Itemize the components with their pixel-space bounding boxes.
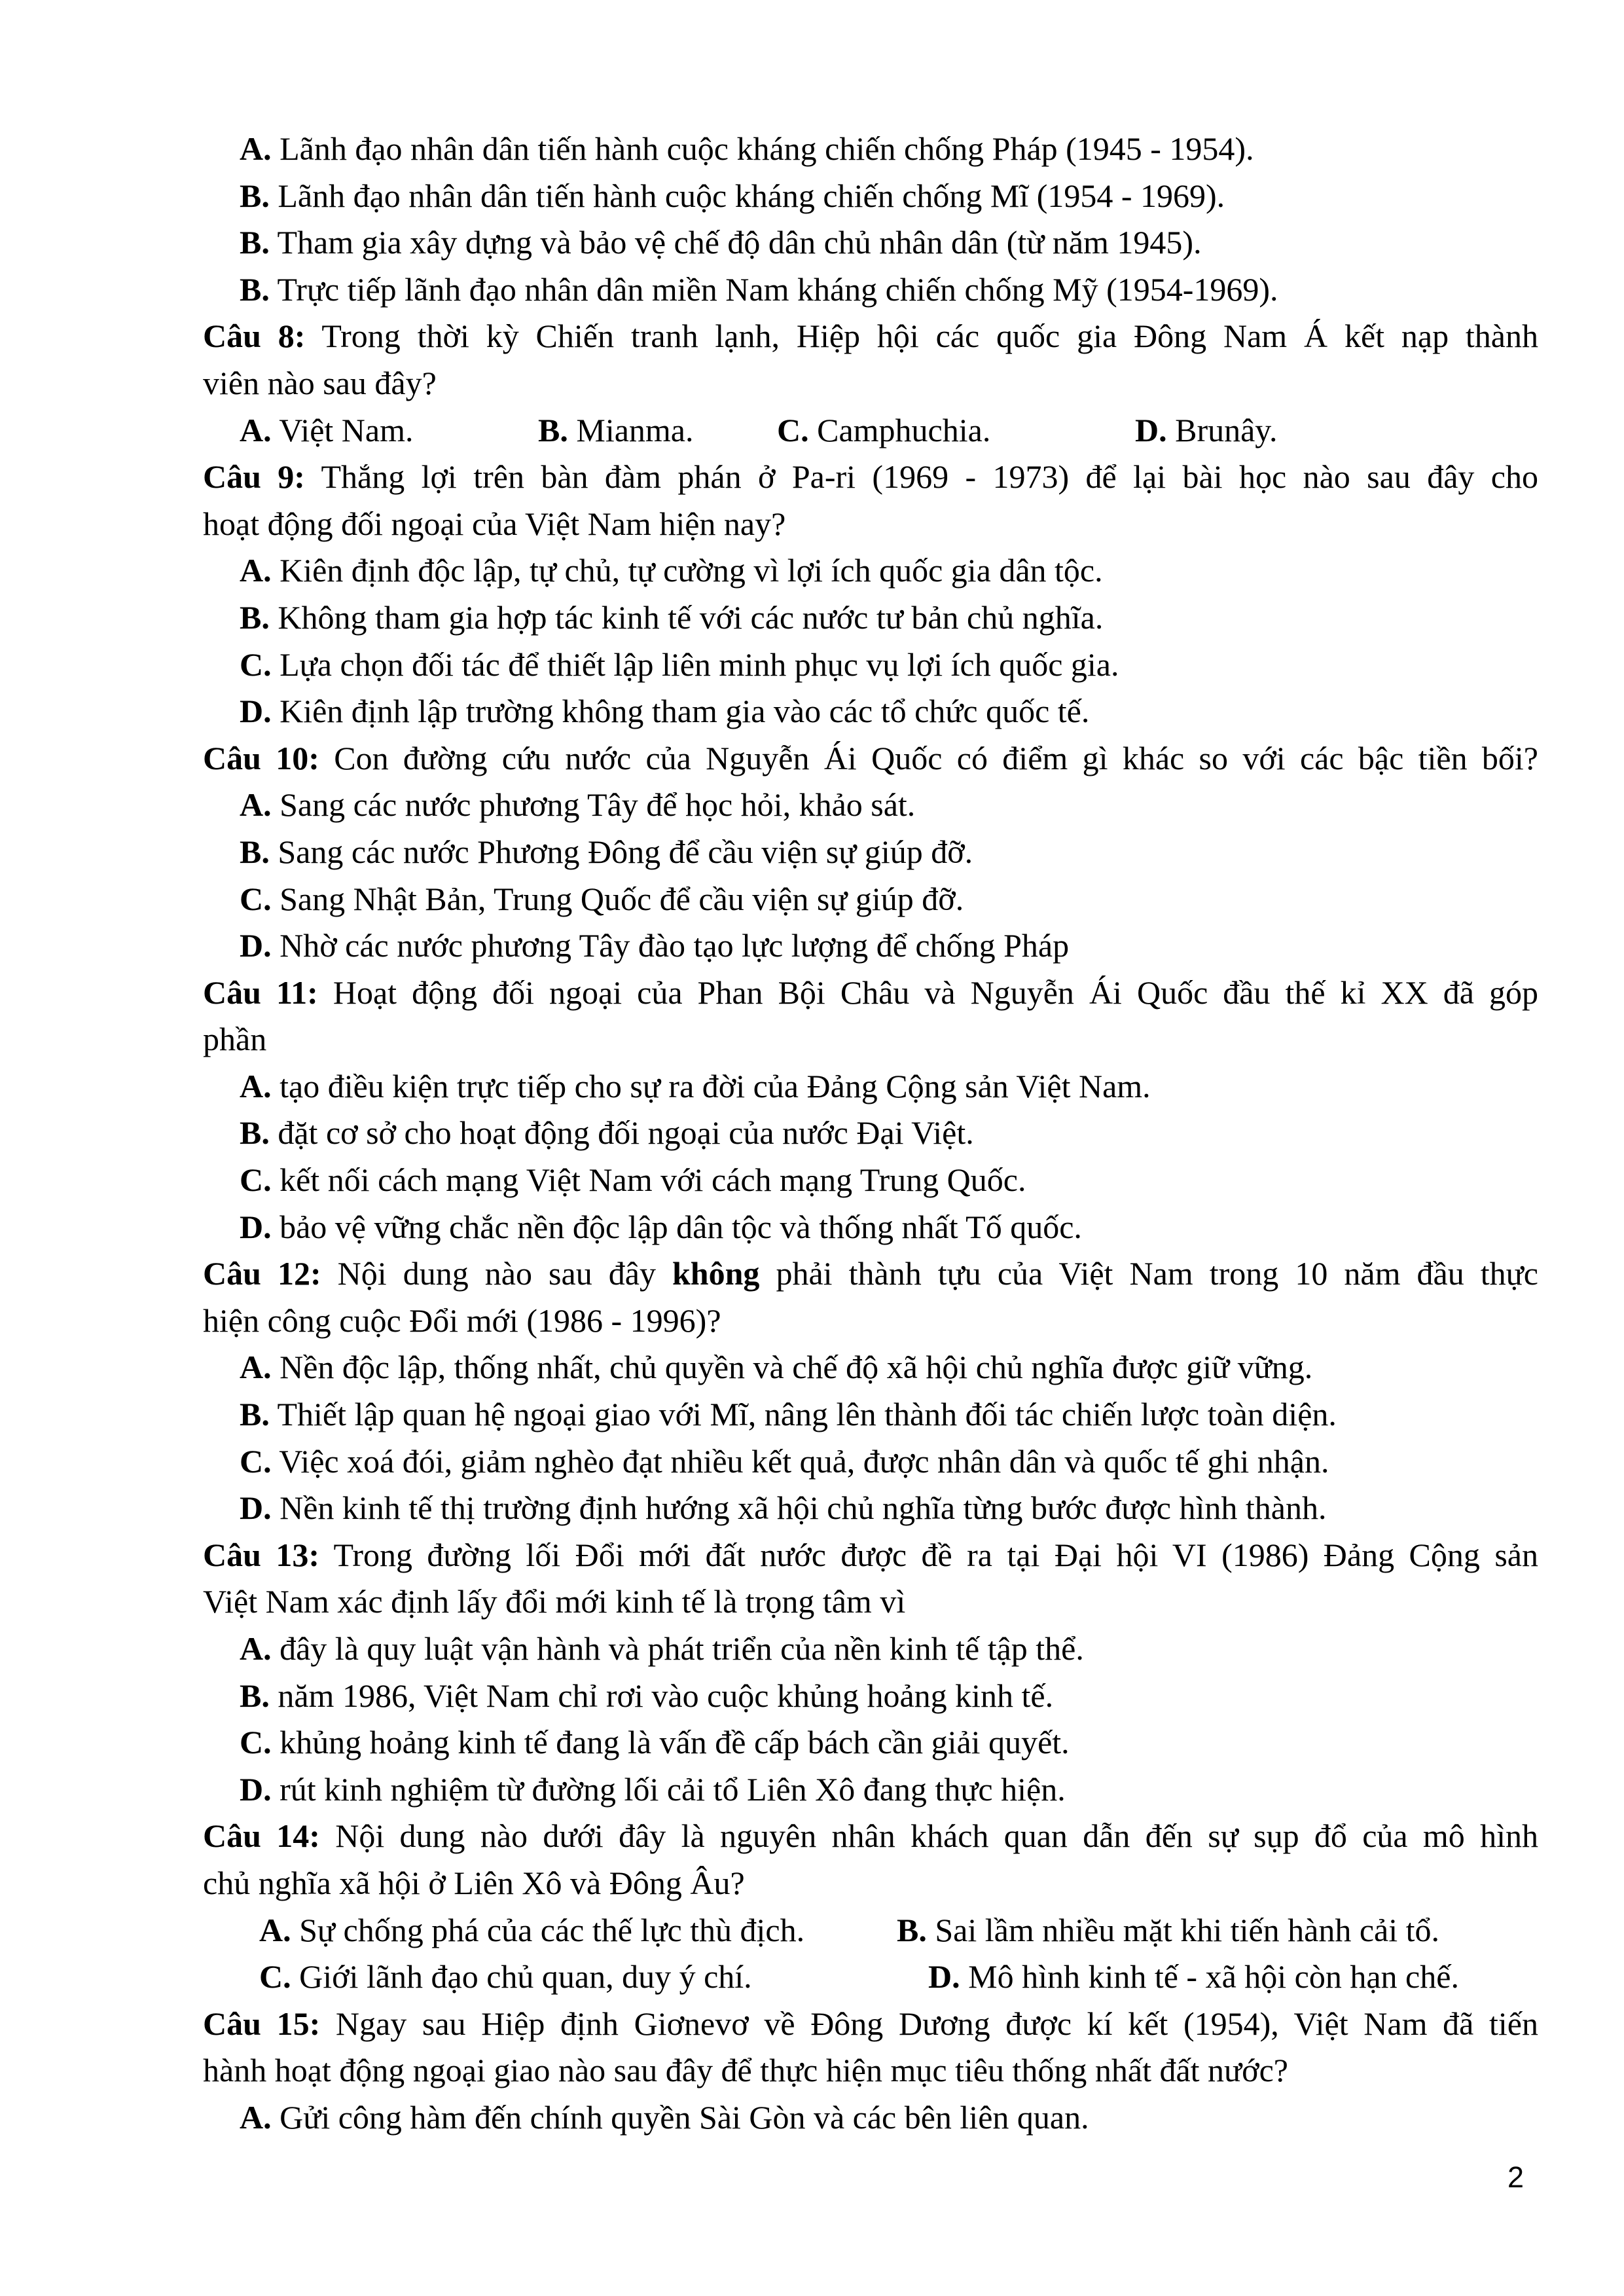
bold-text: B. [240,1396,270,1433]
text: Trong thời kỳ Chiến tranh lạnh, Hiệp hội các quốc gia Đông Nam Á kết nạp thành [305,318,1538,355]
line-text [240,1114,974,1151]
bold-text: Câu 11: [203,974,318,1011]
line-text [240,177,1225,214]
option-line [0,1391,1624,1438]
text: Camphuchia. [808,411,991,448]
option-line [0,2094,1624,2141]
line-text [240,1161,1026,1198]
text: Thắng lợi trên bàn đàm phán ở Pa-ri (1969 - 1973) để lại bài học nào sau đây cho [304,458,1538,496]
options-row [0,1907,1624,1954]
line-text [203,2005,1538,2042]
text: Kiên định lập trường không tham gia vào các tổ chức quốc tế. [271,693,1090,730]
bold-text: B. [240,177,270,214]
bold-text: C. [240,646,272,683]
bold-text: C. [240,1724,272,1761]
bold-text: Câu 9: [203,458,305,496]
bold-text: D. [240,927,272,964]
text: Lựa chọn đối tác để thiết lập liên minh phục vụ lợi ích quốc gia. [271,646,1119,683]
bold-text: D. [240,1489,272,1527]
text: Sai lầm nhiều mặt khi tiến hành cải tổ. [926,1911,1440,1948]
option-line [0,266,1624,314]
option-item [259,1954,752,2001]
bold-text: A. [240,1067,272,1104]
option-line [0,1626,1624,1673]
line-text [203,1817,1538,1854]
line-text [240,271,1278,308]
text: Sự chống phá của các thế lực thù địch. [291,1911,805,1948]
bold-text: Câu 14: [203,1817,320,1855]
text: Không tham gia hợp tác kinh tế với các nước tư bản chủ nghĩa. [269,598,1104,636]
question-line [0,1250,1624,1298]
text: Nền kinh tế thị trường định hướng xã hội chủ nghĩa từng bước được hình thành. [271,1489,1327,1527]
text: Con đường cứu nước của Nguyễn Ái Quốc có điểm gì khác so với các bậc tiền bối? [319,739,1538,776]
text: năm 1986, Việt Nam chỉ rơi vào cuộc khủng hoảng kinh tế. [269,1677,1054,1714]
text: Sang các nước Phương Đông để cầu viện sự giúp đỡ. [269,833,973,870]
question-continuation-line [0,1298,1624,1345]
line-text [240,130,1254,167]
option-item [538,407,694,454]
line-text [240,1630,1084,1667]
option-line [0,1485,1624,1532]
page-number: 2 [1507,2160,1525,2194]
line-text [240,2099,1089,2136]
text: phải thành tựu của Việt Nam trong 10 năm đầu thực [759,1255,1538,1292]
text: Trong đường lối Đổi mới đất nước được đề ra tại Đại hội VI (1986) Đảng Cộng sản [319,1536,1538,1573]
text: Lãnh đạo nhân dân tiến hành cuộc kháng chiến chống Pháp (1945 - 1954). [271,130,1254,167]
bold-text: C. [240,1442,272,1480]
text: rút kinh nghiệm từ đường lối cải tổ Liên Xô đang thực hiện. [271,1770,1066,1808]
text: bảo vệ vững chắc nền độc lập dân tộc và thống nhất Tố quốc. [271,1208,1082,1245]
text: Mô hình kinh tế - xã hội còn hạn chế. [960,1958,1459,1995]
bold-text: A. [240,411,272,448]
text: phần [203,1021,267,1058]
text: Nội dung nào sau đây [321,1255,672,1292]
option-line [0,1063,1624,1110]
option-line [0,922,1624,970]
text: chủ nghĩa xã hội ở Liên Xô và Đông Âu? [203,1864,745,1901]
question-line [0,2001,1624,2048]
question-line [0,313,1624,360]
question-continuation-line [0,501,1624,548]
option-line [0,1110,1624,1157]
bold-text: B. [538,411,568,448]
bold-text: D. [928,1958,960,1995]
bold-text: A. [240,1349,272,1386]
bold-text: Câu 10: [203,739,319,776]
question-continuation-line [0,1016,1624,1063]
bold-text: B. [240,833,270,870]
line-text [240,1489,1326,1526]
question-line [0,454,1624,501]
bold-text: Câu 12: [203,1255,321,1292]
line-text [240,1724,1070,1760]
option-line [0,547,1624,594]
bold-text: D. [240,693,272,730]
bold-text: B. [897,1911,927,1948]
line-text [203,505,785,542]
bold-text: B. [240,1677,270,1714]
text: Thiết lập quan hệ ngoại giao với Mĩ, nâng lên thành đối tác chiến lược toàn diện. [269,1396,1337,1433]
text: hiện công cuộc Đổi mới (1986 - 1996)? [203,1302,721,1339]
line-text [203,365,437,401]
line-text [240,646,1119,683]
bold-text: A. [240,1630,272,1667]
line-text [240,1677,1053,1714]
line-text [203,1021,266,1057]
text: Nội dung nào dưới đây là nguyên nhân khách quan dẫn đến sự sụp đổ của mô hình [319,1817,1538,1855]
option-line [0,1157,1624,1204]
option-line [0,1673,1624,1720]
option-line [0,594,1624,642]
option-line [0,1766,1624,1813]
option-line [0,173,1624,220]
question-continuation-line [0,1860,1624,1907]
text: Tham gia xây dựng và bảo vệ chế độ dân chủ nhân dân (từ năm 1945). [269,224,1202,261]
line-text [240,786,915,823]
question-continuation-line [0,2047,1624,2094]
text: Trực tiếp lãnh đạo nhân dân miền Nam kháng chiến chống Mỹ (1954-1969). [269,270,1278,308]
option-line [0,1344,1624,1391]
option-item [259,1907,804,1954]
exam-text-block [0,126,1624,2141]
line-text [240,552,1103,589]
option-item [897,1907,1439,1954]
line-text [240,224,1202,261]
bold-text: A. [240,552,272,589]
line-text [240,693,1089,729]
bold-text: B. [240,1114,270,1152]
line-text [203,1302,721,1339]
text: kết nối cách mạng Việt Nam với cách mạng Trung Quốc. [271,1161,1026,1199]
option-item [1135,407,1278,454]
option-line [0,1438,1624,1485]
bold-text: A. [259,1911,291,1948]
question-continuation-line [0,1578,1624,1626]
bold-text: D. [240,1208,272,1245]
text: Brunây. [1166,411,1278,448]
line-text [240,833,973,870]
text: Lãnh đạo nhân dân tiến hành cuộc kháng chiến chống Mĩ (1954 - 1969). [269,177,1225,214]
question-line [0,735,1624,782]
options-row [0,407,1624,454]
text: Việt Nam xác định lấy đổi mới kinh tế là trọng tâm vì [203,1583,906,1620]
line-text [203,1255,1538,1292]
text: Sang Nhật Bản, Trung Quốc để cầu viện sự giúp đỡ. [271,880,964,917]
text: đặt cơ sở cho hoạt động đối ngoại của nước Đại Việt. [269,1114,974,1152]
bold-text: Câu 8: [203,318,306,355]
bold-text: A. [240,786,272,824]
line-text [203,1537,1538,1573]
option-line [0,1719,1624,1766]
bold-text: Câu 13: [203,1536,319,1573]
line-text [240,1771,1066,1808]
text: Việc xoá đói, giảm nghèo đạt nhiều kết quả, được nhân dân và quốc tế ghi nhận. [271,1442,1329,1480]
text: đây là quy luật vận hành và phát triển của nền kinh tế tập thể. [271,1630,1084,1667]
bold-text: B. [240,270,270,308]
bold-text: C. [777,411,809,448]
text: Sang các nước phương Tây để học hỏi, khảo sát. [271,786,916,824]
line-text [203,458,1538,495]
bold-text: không [672,1255,760,1292]
bold-text: A. [240,2098,272,2136]
option-line [0,126,1624,173]
line-text [240,1209,1082,1245]
line-text [203,318,1538,354]
text: khủng hoảng kinh tế đang là vấn đề cấp bách cần giải quyết. [271,1724,1070,1761]
bold-text: C. [259,1958,291,1995]
option-line [0,1204,1624,1251]
option-line [0,642,1624,689]
text: Ngay sau Hiệp định Giơnevơ về Đông Dương được kí kết (1954), Việt Nam đã tiến [320,2005,1538,2042]
line-text [240,1349,1312,1385]
text: Nhờ các nước phương Tây đào tạo lực lượng để chống Pháp [271,927,1070,964]
line-text [240,1443,1329,1480]
question-line [0,970,1624,1017]
text: Mianma. [568,411,694,448]
bold-text: B. [240,224,270,261]
text: Kiên định độc lập, tự chủ, tự cường vì lợi ích quốc gia dân tộc. [271,552,1103,589]
question-line [0,1532,1624,1579]
text: Nền độc lập, thống nhất, chủ quyền và chế độ xã hội chủ nghĩa được giữ vững. [271,1349,1313,1386]
bold-text: A. [240,130,272,167]
line-text [240,927,1069,964]
option-item [777,407,990,454]
option-item [240,407,413,454]
option-line [0,876,1624,923]
text: hoạt động đối ngoại của Việt Nam hiện nay? [203,505,786,542]
bold-text: B. [240,598,270,636]
line-text [203,974,1538,1011]
question-line [0,1813,1624,1860]
line-text [203,1583,905,1620]
text: hành hoạt động ngoại giao nào sau đây để thực hiện mục tiêu thống nhất đất nước? [203,2052,1288,2089]
option-line [0,829,1624,876]
text: viên nào sau đây? [203,364,437,401]
text: Gửi công hàm đến chính quyền Sài Gòn và các bên liên quan. [271,2098,1089,2136]
text: Hoạt động đối ngoại của Phan Bội Châu và Nguyễn Ái Quốc đầu thế kỉ XX đã góp [317,974,1538,1011]
option-line [0,782,1624,829]
bold-text: C. [240,1161,272,1199]
line-text [240,1396,1337,1432]
question-continuation-line [0,360,1624,407]
bold-text: C. [240,880,272,917]
line-text [240,881,964,917]
bold-text: Câu 15: [203,2005,321,2042]
bold-text: D. [240,1770,272,1808]
option-item [928,1954,1459,2001]
option-line [0,219,1624,266]
bold-text: D. [1135,411,1167,448]
option-line [0,688,1624,735]
options-row [0,1954,1624,2001]
text: Việt Nam. [271,411,414,448]
line-text [203,1865,745,1901]
line-text [203,2052,1288,2088]
line-text [240,599,1103,636]
text: tạo điều kiện trực tiếp cho sự ra đời của Đảng Cộng sản Việt Nam. [271,1067,1151,1104]
line-text [240,1068,1151,1104]
text: Giới lãnh đạo chủ quan, duy ý chí. [291,1958,752,1995]
line-text [203,740,1538,776]
